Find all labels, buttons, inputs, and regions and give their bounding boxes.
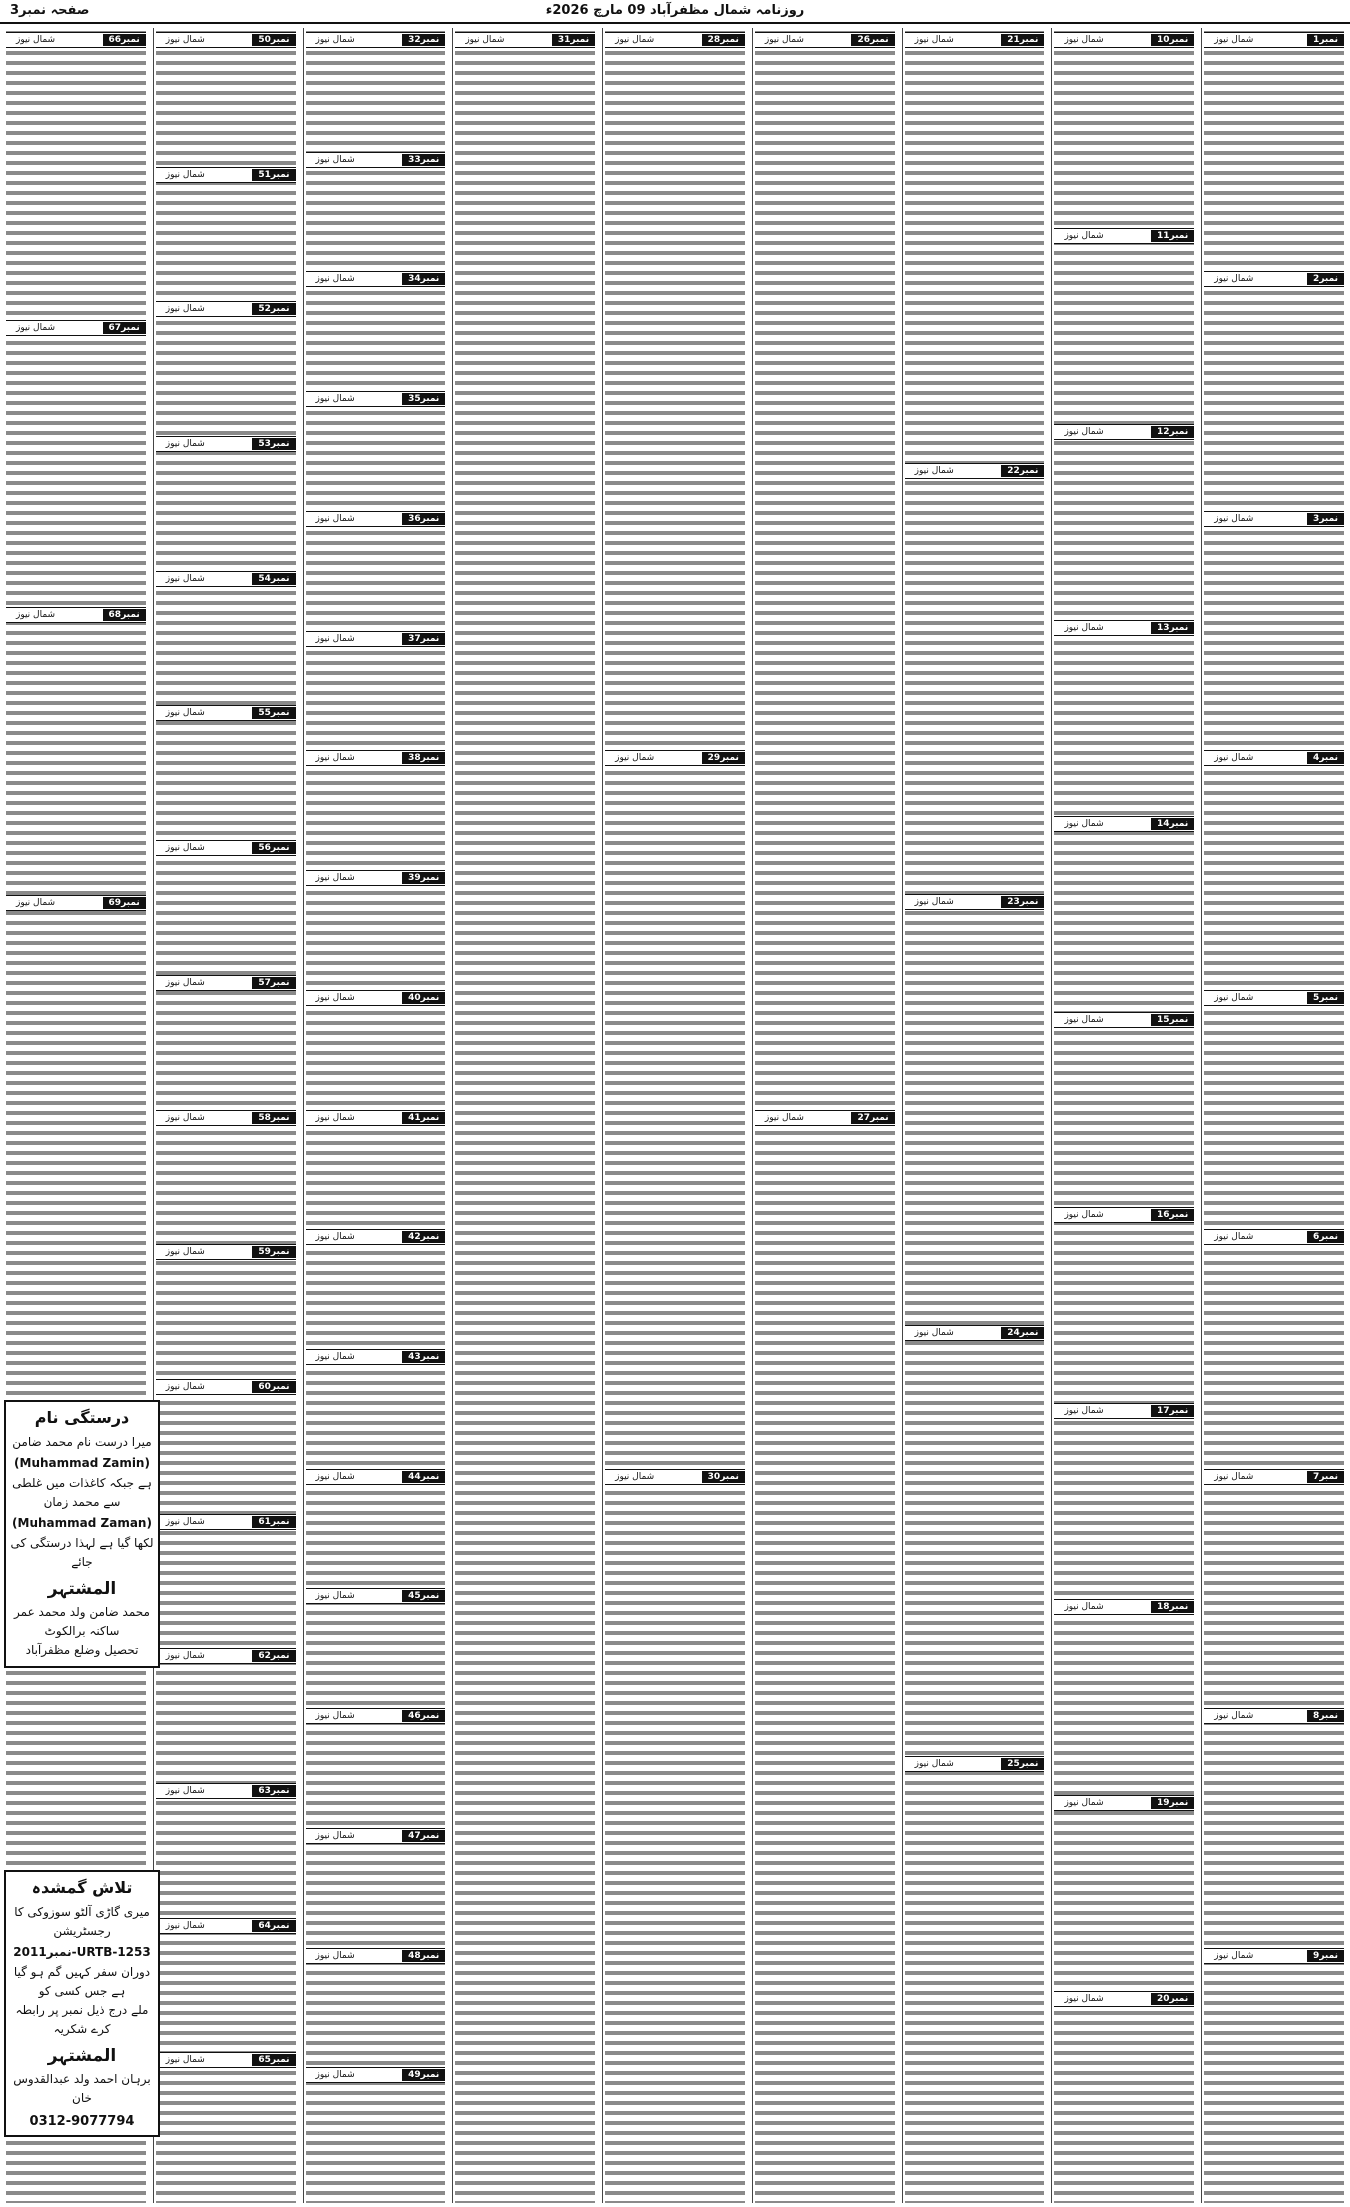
news-item-number: نمبر57 (252, 977, 295, 989)
news-source-label: شمال نیوز (165, 1921, 205, 1931)
news-item-header (1054, 1599, 1194, 1615)
news-item-number: نمبر23 (1001, 896, 1044, 908)
news-item-number: نمبر67 (103, 322, 146, 334)
notice-line: دوران سفر کہیں گم ہو گیا ہے جس کسی کو (13, 1965, 151, 1998)
news-column (602, 28, 747, 2203)
news-source-label: شمال نیوز (1214, 1232, 1254, 1242)
news-item-header (306, 631, 446, 647)
news-source-label: شمال نیوز (615, 35, 655, 45)
news-item-number: نمبر29 (702, 752, 745, 764)
news-source-label: شمال نیوز (1214, 993, 1254, 1003)
news-source-label: شمال نیوز (1064, 1602, 1104, 1612)
news-item-number: نمبر54 (252, 573, 295, 585)
article-text (1054, 28, 1194, 2203)
dateline: روزنامہ شمال مظفرآباد 09 مارچ 2026ء (545, 3, 805, 18)
news-source-label: شمال نیوز (165, 1382, 205, 1392)
news-source-label: شمال نیوز (315, 394, 355, 404)
news-item-header (1204, 1948, 1344, 1964)
news-item-number: نمبر32 (402, 34, 445, 46)
news-source-label: شمال نیوز (15, 610, 56, 620)
news-source-label: شمال نیوز (465, 35, 505, 45)
news-item-header (306, 750, 446, 766)
news-item-number: نمبر1 (1307, 34, 1344, 46)
news-item-header (156, 1648, 296, 1664)
news-item-header (306, 152, 446, 168)
news-source-label: شمال نیوز (1064, 1210, 1104, 1220)
news-item-number: نمبر11 (1151, 230, 1194, 242)
news-item-number: نمبر35 (402, 393, 445, 405)
news-source-label: شمال نیوز (914, 35, 954, 45)
news-item-header (1054, 816, 1194, 832)
news-item-header (605, 750, 745, 766)
news-source-label: شمال نیوز (764, 35, 804, 45)
news-item-number: نمبر36 (402, 513, 445, 525)
news-source-label: شمال نیوز (315, 1831, 355, 1841)
news-source-label: شمال نیوز (165, 708, 205, 718)
news-source-label: شمال نیوز (165, 843, 205, 853)
news-column (1201, 28, 1346, 2203)
news-source-label: شمال نیوز (315, 514, 355, 524)
news-item-number: نمبر47 (402, 1830, 445, 1842)
news-item-header (156, 1244, 296, 1260)
news-item-header (455, 32, 595, 48)
notice-phone: 0312-9077794 (29, 2114, 135, 2129)
news-source-label: شمال نیوز (315, 634, 355, 644)
news-item-number: نمبر44 (402, 1471, 445, 1483)
news-source-label: شمال نیوز (165, 574, 205, 584)
news-source-label: شمال نیوز (315, 873, 355, 883)
news-item-number: نمبر19 (1151, 1797, 1194, 1809)
news-item-header (156, 301, 296, 317)
news-item-number: نمبر68 (103, 609, 146, 621)
news-item-header (905, 894, 1045, 910)
news-item-header (1204, 271, 1344, 287)
news-item-header (306, 1469, 446, 1485)
notice-line: محمد ضامن ولد محمد عمر ساکنہ برالکوٹ (14, 1605, 150, 1638)
news-item-header (156, 436, 296, 452)
masthead (0, 0, 1350, 24)
news-item-number: نمبر4 (1307, 752, 1344, 764)
news-item-header (1204, 1708, 1344, 1724)
news-item-number: نمبر28 (702, 34, 745, 46)
news-item-number: نمبر65 (252, 2054, 295, 2066)
news-item-header (1054, 1403, 1194, 1419)
news-item-number: نمبر51 (252, 169, 295, 181)
news-item-number: نمبر66 (103, 34, 146, 46)
news-item-number: نمبر37 (402, 633, 445, 645)
news-item-header (1204, 1469, 1344, 1485)
news-item-header (306, 32, 446, 48)
news-source-label: شمال نیوز (315, 1711, 355, 1721)
news-source-label: شمال نیوز (1214, 1951, 1254, 1961)
news-source-label: شمال نیوز (1214, 1472, 1254, 1482)
news-item-number: نمبر15 (1151, 1014, 1194, 1026)
news-item-header (1054, 424, 1194, 440)
news-item-header (1054, 32, 1194, 48)
news-source-label: شمال نیوز (914, 897, 954, 907)
news-item-header (306, 2067, 446, 2083)
news-item-number: نمبر3 (1307, 513, 1344, 525)
news-item-header (755, 1110, 895, 1126)
news-source-label: شمال نیوز (15, 898, 56, 908)
page-number: صفحہ نمبر3 (10, 3, 90, 18)
news-source-label: شمال نیوز (1064, 1015, 1104, 1025)
news-column (752, 28, 897, 2203)
news-item-header (156, 1379, 296, 1395)
news-item-number: نمبر31 (552, 34, 595, 46)
news-item-header (306, 1828, 446, 1844)
news-item-number: نمبر45 (402, 1590, 445, 1602)
news-item-header (1204, 1229, 1344, 1245)
news-item-header (1054, 1991, 1194, 2007)
news-source-label: شمال نیوز (1064, 35, 1104, 45)
news-source-label: شمال نیوز (1214, 274, 1254, 284)
notice-line: برہان احمد ولد عبدالقدوس خان (13, 2072, 151, 2105)
news-item-number: نمبر18 (1151, 1601, 1194, 1613)
news-source-label: شمال نیوز (165, 35, 205, 45)
news-item-header (1054, 1795, 1194, 1811)
news-source-label: شمال نیوز (15, 323, 56, 333)
news-item-header (605, 1469, 745, 1485)
news-item-header (156, 167, 296, 183)
news-item-number: نمبر10 (1151, 34, 1194, 46)
news-item-number: نمبر49 (402, 2069, 445, 2081)
news-column (902, 28, 1047, 2203)
news-item-header (1204, 750, 1344, 766)
news-item-header (306, 1229, 446, 1245)
news-source-label: شمال نیوز (165, 1651, 205, 1661)
news-item-header (306, 1110, 446, 1126)
news-source-label: شمال نیوز (165, 1247, 205, 1257)
news-item-number: نمبر14 (1151, 818, 1194, 830)
notice-title: درستگی نام (34, 1408, 130, 1427)
news-source-label: شمال نیوز (1064, 1406, 1104, 1416)
news-item-number: نمبر20 (1151, 1993, 1194, 2005)
news-source-label: شمال نیوز (315, 1232, 355, 1242)
notice-line: میرا درست نام محمد ضامن (12, 1435, 152, 1449)
notice-latin-name: (Muhammad Zaman) (12, 1516, 152, 1530)
news-source-label: شمال نیوز (615, 753, 655, 763)
news-source-label: شمال نیوز (1214, 753, 1254, 763)
news-item-number: نمبر59 (252, 1246, 295, 1258)
news-item-number: نمبر69 (103, 897, 146, 909)
news-item-header (156, 840, 296, 856)
notice-signature: المشتہر (47, 1579, 117, 1599)
news-source-label: شمال نیوز (1064, 1798, 1104, 1808)
news-item-header (6, 32, 146, 48)
news-item-number: نمبر26 (851, 34, 894, 46)
news-source-label: شمال نیوز (315, 1951, 355, 1961)
news-item-number: نمبر30 (702, 1471, 745, 1483)
news-source-label: شمال نیوز (914, 1759, 954, 1769)
news-item-number: نمبر42 (402, 1231, 445, 1243)
news-item-number: نمبر58 (252, 1112, 295, 1124)
news-item-number: نمبر22 (1001, 465, 1044, 477)
news-item-header (1054, 1012, 1194, 1028)
news-item-header (306, 391, 446, 407)
news-source-label: شمال نیوز (1064, 1994, 1104, 2004)
news-item-header (156, 1918, 296, 1934)
news-item-number: نمبر6 (1307, 1231, 1344, 1243)
news-item-number: نمبر64 (252, 1920, 295, 1932)
news-item-number: نمبر39 (402, 872, 445, 884)
news-item-number: نمبر12 (1151, 426, 1194, 438)
news-source-label: شمال نیوز (1064, 819, 1104, 829)
news-item-number: نمبر53 (252, 438, 295, 450)
news-item-header (306, 1708, 446, 1724)
news-item-number: نمبر62 (252, 1650, 295, 1662)
news-item-header (306, 1588, 446, 1604)
news-item-header (306, 870, 446, 886)
news-item-header (1054, 1207, 1194, 1223)
news-item-number: نمبر27 (851, 1112, 894, 1124)
news-item-number: نمبر52 (252, 303, 295, 315)
news-source-label: شمال نیوز (15, 35, 56, 45)
news-source-label: شمال نیوز (165, 439, 205, 449)
news-source-label: شمال نیوز (914, 1328, 954, 1338)
news-item-header (306, 990, 446, 1006)
news-source-label: شمال نیوز (615, 1472, 655, 1482)
news-source-label: شمال نیوز (1064, 427, 1104, 437)
news-source-label: شمال نیوز (764, 1113, 804, 1123)
news-item-header (1054, 620, 1194, 636)
news-item-number: نمبر9 (1307, 1950, 1344, 1962)
news-item-number: نمبر63 (252, 1785, 295, 1797)
news-item-number: نمبر55 (252, 707, 295, 719)
news-item-number: نمبر16 (1151, 1209, 1194, 1221)
news-item-header (306, 1948, 446, 1964)
news-column (1051, 28, 1196, 2203)
news-source-label: شمال نیوز (315, 35, 355, 45)
news-source-label: شمال نیوز (165, 1517, 205, 1527)
news-item-header (156, 705, 296, 721)
news-source-label: شمال نیوز (165, 978, 205, 988)
news-source-label: شمال نیوز (1064, 623, 1104, 633)
news-item-number: نمبر38 (402, 752, 445, 764)
news-source-label: شمال نیوز (315, 1113, 355, 1123)
news-item-number: نمبر21 (1001, 34, 1044, 46)
news-item-header (1204, 990, 1344, 1006)
news-source-label: شمال نیوز (165, 1113, 205, 1123)
article-text (1204, 28, 1344, 2203)
news-item-number: نمبر2 (1307, 273, 1344, 285)
notice-line: ہے جبکہ کاغذات میں غلطی سے محمد زمان (12, 1476, 152, 1509)
news-source-label: شمال نیوز (315, 1352, 355, 1362)
news-source-label: شمال نیوز (165, 1786, 205, 1796)
notice-line: لکھا گیا ہے لہذا درستگی کی جائے (10, 1536, 154, 1569)
notice-registration: نمبر2011-URTB-1253 (13, 1945, 151, 1959)
notice-line: میری گاڑی آلٹو سوزوکی کا رجسٹریشن (14, 1905, 150, 1938)
news-item-number: نمبر8 (1307, 1710, 1344, 1722)
news-item-header (755, 32, 895, 48)
lost-document-notice (4, 1870, 160, 2137)
notice-latin-name: (Muhammad Zamin) (14, 1456, 150, 1470)
news-item-number: نمبر61 (252, 1516, 295, 1528)
notice-title: تلاش گمشدہ (31, 1878, 133, 1897)
news-item-header (156, 1514, 296, 1530)
news-item-header (1054, 228, 1194, 244)
news-source-label: شمال نیوز (315, 274, 355, 284)
news-item-header (156, 2052, 296, 2068)
news-item-header (156, 1783, 296, 1799)
news-item-header (306, 1349, 446, 1365)
news-item-number: نمبر24 (1001, 1327, 1044, 1339)
news-source-label: شمال نیوز (315, 993, 355, 1003)
news-item-number: نمبر33 (402, 154, 445, 166)
article-text (455, 28, 595, 2203)
news-item-header (156, 975, 296, 991)
news-item-number: نمبر48 (402, 1950, 445, 1962)
news-item-header (905, 463, 1045, 479)
news-item-header (6, 607, 146, 623)
news-item-header (905, 32, 1045, 48)
article-text (605, 28, 745, 2203)
news-column (303, 28, 448, 2203)
news-item-header (156, 1110, 296, 1126)
news-item-number: نمبر50 (252, 34, 295, 46)
notice-line: ملے درج ذیل نمبر پر رابطہ کرے شکریہ (15, 2003, 149, 2036)
news-source-label: شمال نیوز (315, 155, 355, 165)
news-item-header (306, 271, 446, 287)
news-source-label: شمال نیوز (1214, 514, 1254, 524)
article-text (905, 28, 1045, 2203)
news-item-number: نمبر56 (252, 842, 295, 854)
news-column (153, 28, 298, 2203)
news-item-number: نمبر7 (1307, 1471, 1344, 1483)
news-item-header (1204, 32, 1344, 48)
news-source-label: شمال نیوز (165, 2055, 205, 2065)
news-source-label: شمال نیوز (165, 304, 205, 314)
news-source-label: شمال نیوز (1214, 35, 1254, 45)
news-item-header (6, 895, 146, 911)
news-item-number: نمبر17 (1151, 1405, 1194, 1417)
news-source-label: شمال نیوز (1064, 231, 1104, 241)
news-source-label: شمال نیوز (315, 1591, 355, 1601)
news-source-label: شمال نیوز (914, 466, 954, 476)
news-item-header (605, 32, 745, 48)
notice-line: تحصیل وضلع مظفرآباد (25, 1643, 139, 1657)
news-columns (4, 28, 1346, 2203)
name-correction-notice (4, 1400, 160, 1668)
news-item-number: نمبر13 (1151, 622, 1194, 634)
notice-signature: المشتہر (47, 2046, 117, 2066)
news-item-header (905, 1756, 1045, 1772)
news-item-header (1204, 511, 1344, 527)
news-column (452, 28, 597, 2203)
news-item-number: نمبر43 (402, 1351, 445, 1363)
news-item-number: نمبر25 (1001, 1758, 1044, 1770)
news-item-number: نمبر40 (402, 992, 445, 1004)
news-source-label: شمال نیوز (165, 170, 205, 180)
news-item-number: نمبر46 (402, 1710, 445, 1722)
news-item-header (905, 1325, 1045, 1341)
news-item-number: نمبر60 (252, 1381, 295, 1393)
news-item-number: نمبر41 (402, 1112, 445, 1124)
news-source-label: شمال نیوز (315, 753, 355, 763)
news-source-label: شمال نیوز (315, 1472, 355, 1482)
news-item-header (156, 32, 296, 48)
news-item-header (156, 571, 296, 587)
news-item-number: نمبر34 (402, 273, 445, 285)
news-source-label: شمال نیوز (1214, 1711, 1254, 1721)
news-source-label: شمال نیوز (315, 2070, 355, 2080)
news-item-number: نمبر5 (1307, 992, 1344, 1004)
news-item-header (306, 511, 446, 527)
news-item-header (6, 320, 146, 336)
